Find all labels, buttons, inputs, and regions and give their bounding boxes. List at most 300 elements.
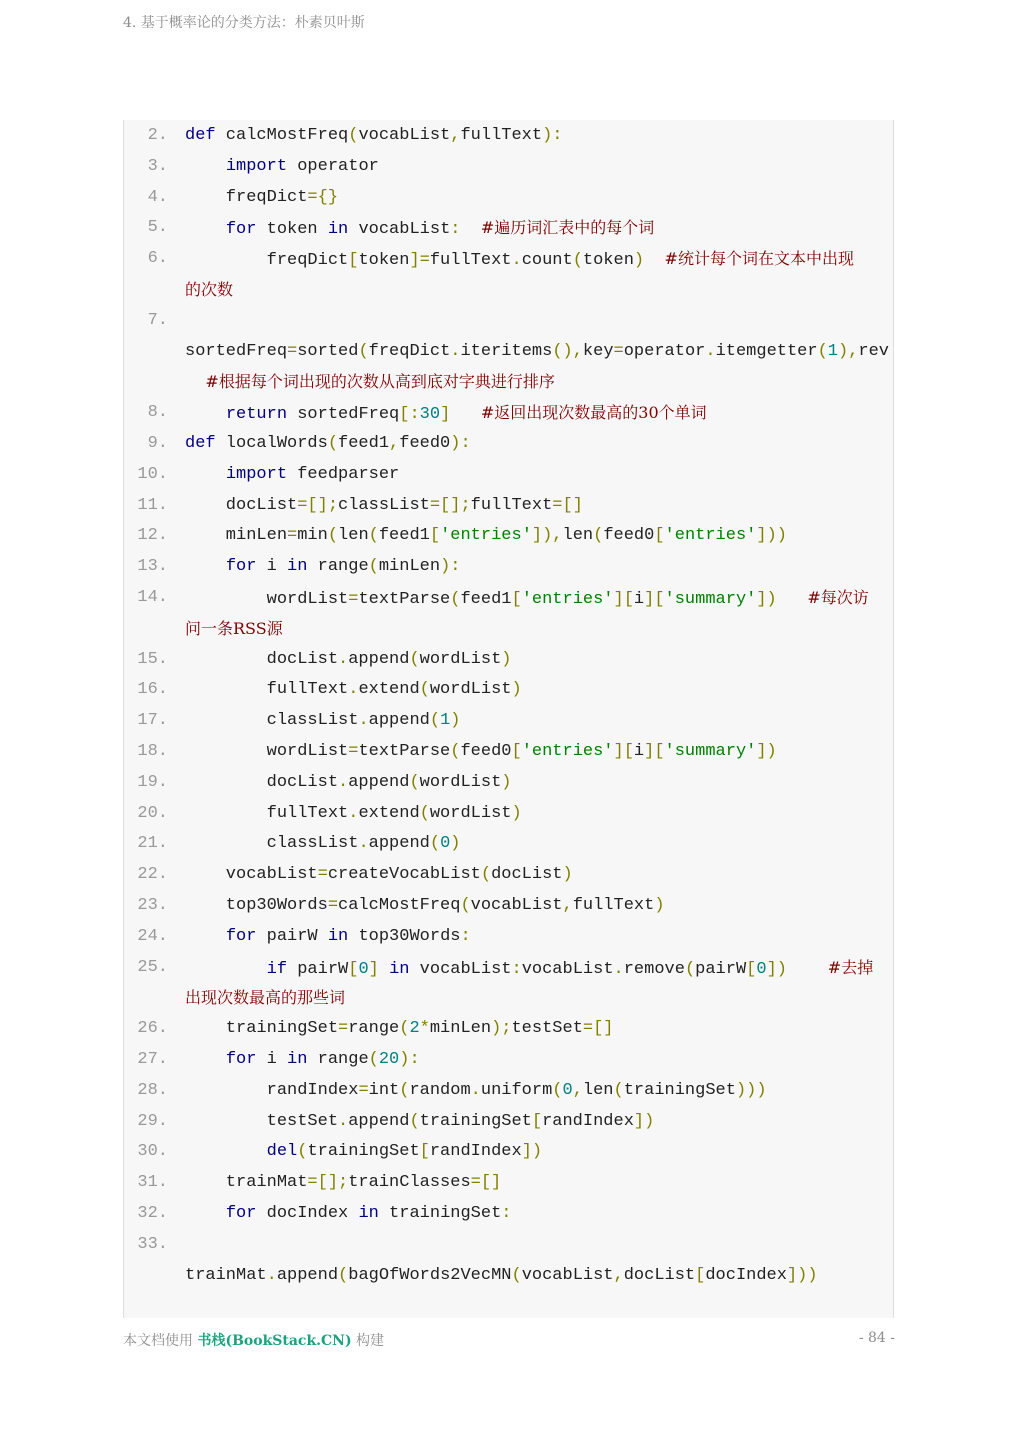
code-token	[185, 927, 226, 946]
code-token: ]),	[531, 526, 563, 546]
code-token: wordList	[419, 772, 502, 792]
code-token: )	[654, 896, 665, 915]
code-line	[124, 921, 893, 952]
code-token: operator	[623, 341, 706, 361]
line-number: 27.	[137, 1050, 168, 1069]
line-number: 5.	[147, 218, 168, 238]
code-token: 0	[358, 959, 369, 979]
code-line	[124, 336, 893, 367]
line-number: 18.	[137, 742, 168, 761]
code-token: 'entries'	[521, 590, 614, 609]
code-token: range	[307, 557, 369, 577]
code-token: fullText	[470, 495, 553, 515]
code-token: append	[348, 772, 410, 792]
code-token: ][	[644, 590, 665, 609]
code-token	[379, 960, 389, 979]
code-token: (	[450, 742, 461, 761]
code-token	[185, 960, 267, 979]
line-number: 22.	[137, 865, 168, 885]
code-token: len	[338, 526, 369, 546]
line-number: 28.	[137, 1080, 168, 1100]
code-token: =[]	[582, 1019, 614, 1039]
code-token: trainingSet	[623, 1080, 736, 1100]
footer-prefix: 本文档使用	[123, 1333, 198, 1349]
code-token: )	[501, 772, 512, 792]
code-token: ,	[613, 1265, 624, 1285]
code-token: def	[185, 126, 216, 145]
code-token: append	[276, 1265, 339, 1285]
code-token: len	[562, 526, 594, 546]
code-token: classList	[185, 834, 359, 854]
code-token: (	[368, 557, 379, 577]
code-token: 'entries'	[664, 526, 757, 546]
code-text	[185, 212, 654, 245]
code-text	[185, 428, 471, 459]
line-number: 17.	[137, 711, 168, 731]
code-text	[185, 520, 787, 551]
code-token: ])	[633, 1111, 655, 1131]
code-token: testSet	[511, 1019, 583, 1039]
code-token: pairW	[256, 926, 328, 946]
code-token: [	[419, 1142, 430, 1162]
code-token: 0	[440, 834, 451, 854]
code-comment: #去掉	[827, 957, 874, 977]
line-number: 10.	[137, 464, 168, 484]
code-token: 1	[827, 341, 838, 361]
code-token: )	[501, 649, 512, 669]
code-token: classList	[185, 711, 359, 731]
code-token: (	[419, 803, 430, 823]
code-token: import	[225, 464, 288, 484]
code-token: remove	[623, 959, 685, 979]
code-token: textParse	[358, 590, 451, 609]
code-line	[124, 1013, 893, 1044]
code-token: trainingSet	[185, 1019, 339, 1039]
code-comment: 问一条RSS源	[185, 618, 283, 638]
code-token: (	[552, 1080, 563, 1100]
code-token: .	[338, 772, 349, 792]
code-line	[124, 613, 893, 644]
code-token: ):	[542, 126, 563, 145]
code-token: (	[338, 1265, 349, 1285]
code-token: =	[358, 1080, 369, 1100]
line-number: 21.	[137, 834, 168, 854]
code-token: =	[348, 590, 359, 609]
code-token: testSet	[185, 1111, 339, 1131]
code-line	[124, 798, 893, 829]
code-line	[124, 952, 893, 983]
code-text	[185, 736, 777, 767]
code-token: append	[348, 649, 410, 669]
code-comment: #遍历词汇表中的每个词	[480, 218, 655, 238]
code-token: ,	[572, 1080, 583, 1100]
code-token: trainClasses	[348, 1173, 471, 1193]
code-token: (),	[552, 341, 583, 361]
code-token	[777, 590, 808, 609]
code-token: localWords	[215, 434, 328, 453]
code-text	[185, 705, 460, 736]
code-token: (	[572, 251, 583, 271]
code-text	[185, 798, 522, 829]
line-number: 25.	[137, 957, 168, 977]
code-token: append	[368, 834, 430, 854]
line-number: 12.	[137, 526, 168, 546]
code-token: sortedFreq	[287, 405, 400, 425]
code-token: for	[225, 1050, 257, 1069]
code-token: [	[511, 590, 522, 609]
code-line	[124, 859, 893, 890]
code-token: (	[358, 341, 369, 361]
code-token: [	[348, 959, 359, 979]
code-token: randIndex	[542, 1111, 634, 1131]
code-token: =	[613, 341, 624, 361]
code-token: ][	[613, 742, 634, 761]
code-token: ),	[838, 341, 859, 361]
code-token: vocabList	[409, 959, 512, 979]
code-token	[185, 405, 226, 424]
line-number: 2.	[147, 126, 168, 145]
code-token: min	[297, 526, 328, 546]
code-token: in	[389, 959, 410, 979]
code-text	[185, 490, 583, 521]
code-token: )	[633, 251, 645, 271]
code-token	[787, 960, 828, 979]
code-line	[124, 428, 893, 459]
code-token: (	[419, 680, 430, 700]
code-token: (	[511, 1265, 522, 1285]
code-token: =[];	[297, 495, 339, 515]
code-text	[185, 1106, 654, 1137]
code-token: ])	[756, 742, 777, 761]
code-token: ):	[440, 557, 461, 577]
code-token: vocabList	[358, 126, 451, 145]
code-token	[185, 374, 205, 393]
code-line	[124, 736, 893, 767]
code-token: feedparser	[287, 464, 400, 484]
code-token: i	[256, 557, 288, 577]
code-token: import	[225, 156, 288, 176]
footer-suffix: 构建	[351, 1333, 385, 1349]
code-text	[185, 613, 283, 646]
code-token: docList	[491, 865, 563, 885]
code-token: docList	[185, 772, 339, 792]
line-number: 8.	[147, 403, 168, 423]
code-token	[185, 220, 226, 239]
code-token	[185, 557, 226, 576]
code-token: pairW	[695, 959, 747, 979]
code-comment: 的次数	[185, 280, 234, 299]
line-number: 11.	[137, 495, 168, 515]
code-token: docList	[185, 649, 339, 669]
line-number: 29.	[137, 1111, 168, 1131]
page-number: - 84 -	[858, 1330, 895, 1346]
code-token: ])	[756, 590, 777, 609]
line-number: 30.	[137, 1142, 168, 1162]
code-token: vocabList	[521, 959, 614, 979]
code-token: :	[501, 1204, 512, 1223]
code-token: )	[511, 680, 522, 700]
code-line	[124, 459, 893, 490]
code-token: calcMostFreq	[338, 896, 461, 915]
code-token: token	[582, 251, 634, 271]
code-token: );	[491, 1019, 512, 1039]
code-comment: 出现次数最高的那些词	[185, 988, 346, 1008]
code-token: [	[531, 1111, 543, 1131]
line-number: 32.	[137, 1204, 168, 1223]
code-text	[185, 828, 460, 859]
code-line	[124, 182, 893, 213]
code-token: [	[654, 526, 665, 546]
code-token: top30Words	[185, 896, 328, 915]
code-text	[185, 674, 522, 705]
code-line	[124, 1106, 893, 1137]
code-token: calcMostFreq	[215, 126, 349, 145]
code-line	[124, 366, 893, 397]
code-token: minLen	[378, 557, 441, 577]
code-token: vocabList	[521, 1265, 614, 1285]
code-token: [	[746, 959, 757, 979]
code-comment: #根据每个词出现的次数从高到底对字典进行排序	[205, 372, 555, 392]
code-token: 'entries'	[521, 742, 614, 761]
code-token: docList	[185, 495, 298, 515]
code-token: (	[409, 649, 420, 669]
code-comment: #返回出现次数最高的30个单词	[480, 403, 707, 423]
code-token: =	[317, 865, 328, 885]
code-token: int	[368, 1080, 400, 1100]
code-token: append	[348, 1111, 410, 1131]
code-line	[124, 674, 893, 705]
code-token: rev	[858, 341, 890, 361]
code-line	[124, 120, 893, 151]
line-number: 7.	[147, 310, 168, 330]
line-number: 3.	[147, 156, 168, 176]
code-token: (	[593, 526, 604, 546]
code-token: for	[225, 1204, 257, 1223]
code-token: bagOfWords2VecMN	[348, 1265, 512, 1285]
code-line	[124, 274, 893, 305]
code-token: itemgetter	[715, 341, 818, 361]
code-text	[185, 582, 869, 615]
code-token: minLen	[185, 526, 288, 546]
code-token: ])	[521, 1142, 543, 1162]
code-text	[185, 1013, 614, 1044]
line-number: 9.	[147, 434, 168, 453]
code-text	[185, 982, 345, 1015]
code-token: .	[705, 341, 716, 361]
code-token: docIndex	[705, 1265, 787, 1285]
code-token: )	[511, 803, 522, 823]
code-line	[124, 551, 893, 582]
code-text	[185, 243, 854, 276]
code-token: ])	[766, 959, 787, 979]
code-token: *	[419, 1019, 430, 1039]
code-token: ][	[644, 742, 665, 761]
code-token: :	[450, 220, 461, 240]
code-token: .	[358, 711, 369, 731]
code-token: ):	[399, 1050, 420, 1069]
code-token: sortedFreq	[185, 341, 288, 361]
code-comment: #每次访	[807, 588, 869, 607]
code-token: i	[633, 742, 645, 761]
code-token: sorted	[297, 341, 359, 361]
code-token: (	[368, 526, 379, 546]
code-line	[124, 305, 893, 336]
line-number: 31.	[137, 1173, 168, 1193]
code-token: .	[266, 1265, 277, 1285]
code-token: ][	[613, 590, 634, 609]
code-token: textParse	[358, 742, 451, 761]
code-line	[124, 212, 893, 243]
code-line	[124, 982, 893, 1013]
code-token: top30Words	[348, 926, 461, 946]
code-text	[185, 1044, 420, 1075]
code-token: for	[225, 926, 257, 946]
code-token: =	[287, 526, 298, 546]
code-token: (	[409, 772, 420, 792]
code-token: [:	[399, 405, 420, 425]
code-token: (	[399, 1019, 410, 1039]
code-token: iteritems	[460, 341, 553, 361]
code-token: operator	[287, 156, 379, 176]
code-token: trainMat	[185, 1173, 308, 1193]
code-token: ]))	[786, 1265, 818, 1285]
code-token: =	[338, 1019, 349, 1039]
code-text	[185, 1198, 511, 1229]
code-token: ,	[389, 434, 400, 453]
code-token: 20	[378, 1050, 400, 1069]
code-token: fullText	[185, 680, 349, 700]
code-token: in	[327, 220, 349, 240]
code-token: .	[348, 680, 359, 700]
code-line	[124, 397, 893, 428]
code-token: for	[225, 557, 257, 577]
code-token: ]))	[756, 526, 787, 546]
code-token: .	[348, 803, 359, 823]
code-text	[185, 120, 563, 151]
code-token: wordList	[185, 590, 349, 609]
code-token: freqDict	[185, 187, 308, 207]
code-token: =	[327, 896, 339, 915]
code-token: vocabList	[348, 220, 451, 240]
code-token: freqDict	[185, 251, 349, 271]
code-text	[185, 644, 511, 675]
code-text	[185, 274, 233, 307]
code-token: freqDict	[368, 341, 451, 361]
code-token: (	[327, 526, 339, 546]
code-line	[124, 490, 893, 521]
code-token: (	[327, 434, 339, 453]
code-token: .	[470, 1080, 481, 1100]
code-line	[124, 1260, 893, 1291]
code-line	[124, 1136, 893, 1167]
code-token: (	[348, 126, 359, 145]
code-text	[185, 366, 555, 399]
bookstack-link[interactable]: 书栈(BookStack.CN)	[197, 1333, 352, 1349]
code-token: .	[613, 959, 624, 979]
code-token: randIndex	[429, 1142, 522, 1162]
code-line	[124, 1167, 893, 1198]
code-token: (	[817, 341, 828, 361]
code-text	[185, 336, 889, 367]
code-token: ]	[368, 959, 379, 979]
code-text	[185, 182, 338, 213]
code-token: createVocabList	[327, 865, 481, 885]
code-token: 'summary'	[664, 590, 757, 609]
code-token: ,	[562, 896, 573, 915]
code-token	[185, 1204, 226, 1223]
code-token: [	[511, 742, 522, 761]
code-token: :	[511, 959, 522, 979]
code-token: return	[225, 405, 288, 425]
code-token	[450, 405, 481, 424]
code-token: [	[695, 1265, 706, 1285]
code-token: )))	[735, 1080, 767, 1100]
code-text	[185, 459, 399, 490]
code-token: ]=	[409, 251, 430, 271]
code-token: minLen	[429, 1019, 492, 1039]
code-token	[644, 251, 664, 270]
code-token: .	[338, 1111, 349, 1131]
code-token: docList	[623, 1265, 696, 1285]
line-number: 16.	[137, 680, 168, 700]
code-token: range	[307, 1050, 369, 1069]
code-token: wordList	[185, 742, 349, 761]
code-token: (	[450, 590, 461, 609]
code-token: =	[348, 742, 359, 761]
code-block	[123, 120, 894, 1318]
line-number: 19.	[137, 772, 168, 792]
code-text	[185, 151, 379, 182]
code-token: i	[633, 590, 645, 609]
code-token: 'summary'	[664, 742, 757, 761]
code-token: .	[358, 834, 369, 854]
code-token: )	[450, 711, 461, 731]
line-number: 24.	[137, 926, 168, 946]
code-token: for	[225, 220, 257, 240]
line-number: 23.	[137, 896, 168, 915]
line-number: 26.	[137, 1019, 168, 1039]
code-token: extend	[358, 803, 420, 823]
code-token: feed0	[460, 742, 512, 761]
code-token: token	[256, 220, 328, 240]
code-token: if	[266, 959, 288, 979]
code-token: classList	[338, 495, 430, 515]
code-token: (	[613, 1080, 624, 1100]
code-token: trainingSet	[307, 1142, 420, 1162]
code-token: 2	[409, 1019, 420, 1039]
line-number: 15.	[137, 649, 168, 669]
code-token: .	[511, 251, 522, 271]
code-token: randIndex	[185, 1080, 359, 1100]
code-text	[185, 890, 665, 921]
code-text	[185, 1075, 767, 1106]
code-token: append	[368, 711, 430, 731]
line-number: 6.	[147, 249, 168, 269]
code-token: feed0	[399, 434, 451, 453]
code-token: key	[582, 341, 614, 361]
code-token: docIndex	[256, 1204, 359, 1223]
code-text	[185, 767, 511, 798]
code-token: in	[327, 926, 349, 946]
code-token: 30	[419, 405, 441, 425]
code-token: [	[429, 526, 441, 546]
code-token: 1	[440, 711, 451, 731]
code-token: fullText	[429, 251, 512, 271]
code-token: 0	[562, 1080, 573, 1100]
code-line	[124, 582, 893, 613]
code-text	[185, 551, 460, 582]
code-token: (	[409, 1111, 420, 1131]
